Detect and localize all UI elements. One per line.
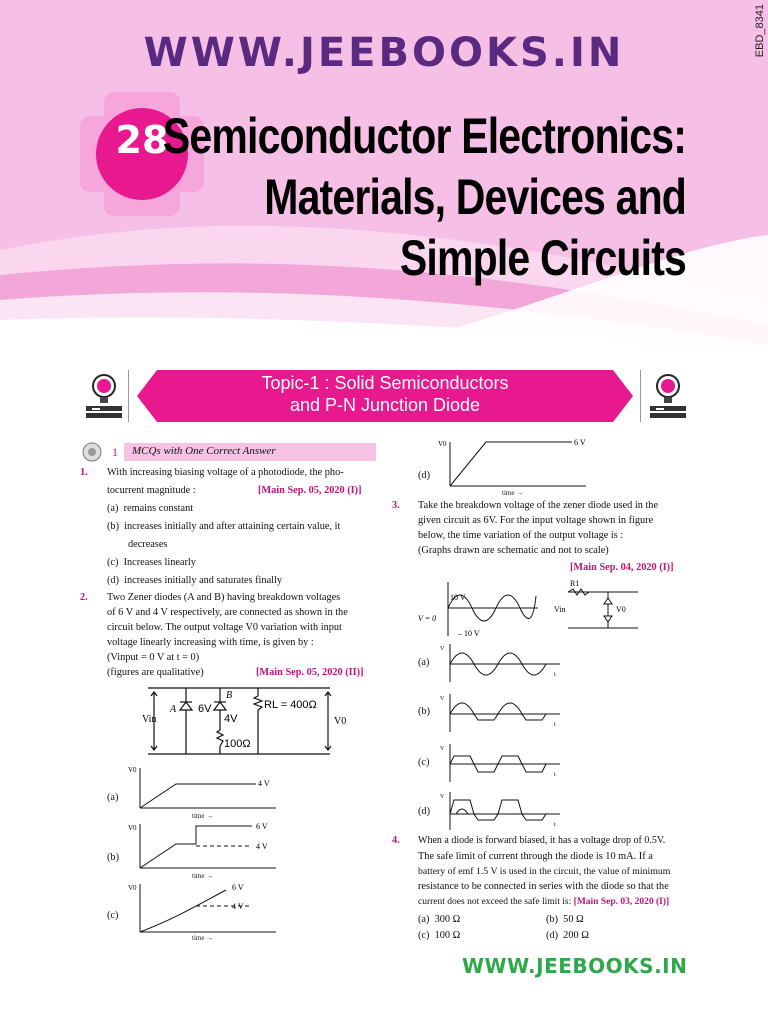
q4-text-last: current does not exceed the safe limit is: [Main Sep. 03, 2020 (I)] <box>418 897 670 907</box>
svg-text:– 10 V: – 10 V <box>458 629 480 638</box>
svg-text:Vin: Vin <box>554 605 566 614</box>
q2-option-c: (c) <box>107 910 119 921</box>
q2-number: 2. <box>80 592 88 603</box>
topic-title <box>135 372 635 416</box>
svg-text:V = 0: V = 0 <box>418 614 437 623</box>
q3-option-c: (c) <box>418 757 430 768</box>
topic-line-2: and P-N Junction Diode <box>289 395 481 415</box>
svg-text:t: t <box>554 772 556 778</box>
q3-option-b: (b) <box>418 706 431 717</box>
q3-graph-a <box>440 642 570 684</box>
svg-text:V0: V0 <box>438 440 447 448</box>
q3-text: given circuit as 6V. For the input voltage shown in figure <box>418 515 654 526</box>
q3-graph-d <box>440 790 570 832</box>
title-line-2: Materials, Devices and <box>264 169 686 225</box>
site-watermark-top: WWW.JEEBOOKS.IN <box>143 30 625 76</box>
q2-graph-c <box>126 880 286 936</box>
q2-note: (figures are qualitative) <box>107 667 204 678</box>
svg-text:4 V: 4 V <box>232 902 244 911</box>
mcq-section-number: 1 <box>112 445 118 459</box>
svg-text:4 V: 4 V <box>256 842 268 851</box>
circuit-rl: RL = 400Ω <box>264 699 317 711</box>
q2-option-b: (b) <box>107 852 120 863</box>
q2-graph-a <box>126 764 286 814</box>
svg-text:V: V <box>440 646 445 652</box>
circuit-b: B <box>226 690 233 701</box>
svg-text:t: t <box>554 722 556 728</box>
q2-text: circuit below. The output voltage V0 variation with input <box>107 622 342 633</box>
q3-text: Take the breakdown voltage of the zener diode used in the <box>418 500 659 511</box>
q1-text: tocurrent magnitude : <box>107 485 196 496</box>
svg-text:V: V <box>440 746 445 752</box>
q2-text: (Vinput = 0 V at t = 0) <box>107 652 200 663</box>
q1-option: (a) remains constant <box>107 503 194 514</box>
q2-option-a: (a) <box>107 792 119 803</box>
svg-text:R1: R1 <box>570 579 580 588</box>
svg-text:t: t <box>554 672 556 678</box>
q4-text: When a diode is forward biased, it has a voltage drop of 0.5V. <box>418 835 666 846</box>
q2-option-d: (d) <box>418 470 431 481</box>
title-line-1: Semiconductor Electronics: <box>162 108 686 164</box>
q3-text: below, the time variation of the output voltage is : <box>418 530 624 541</box>
q3-input-circuit <box>418 578 658 640</box>
circuit-v0: V0 <box>334 716 347 727</box>
q1-number: 1. <box>80 467 88 478</box>
q2-time-d: time → <box>502 489 524 497</box>
q2-time-b: time → <box>192 872 214 880</box>
divider <box>128 370 129 422</box>
title-line-3: Simple Circuits <box>399 230 686 286</box>
q4-option: (a) 300 Ω <box>418 914 461 925</box>
mcq-section-label: MCQs with One Correct Answer <box>132 445 276 457</box>
circuit-r: 100Ω <box>224 738 251 750</box>
svg-text:6 V: 6 V <box>574 438 586 447</box>
q1-option: (b) increases initially and after attaining certain value, it <box>107 521 341 532</box>
divider <box>640 370 641 422</box>
q2-time-c: time → <box>192 934 214 942</box>
svg-text:V: V <box>440 794 445 800</box>
q4-text: battery of emf 1.5 V is used in the circuit, the value of minimum <box>418 866 671 877</box>
q4-option: (b) 50 Ω <box>546 914 584 925</box>
circuit-4v: 4V <box>224 713 238 725</box>
svg-text:V0: V0 <box>128 766 137 774</box>
chapter-title <box>163 106 686 289</box>
q4-text: The safe limit of current through the diode is 10 mA. If a <box>418 851 653 862</box>
circuit-a: A <box>170 704 177 715</box>
svg-text:10 V: 10 V <box>450 593 466 602</box>
svg-text:6 V: 6 V <box>256 822 268 831</box>
q4-number: 4. <box>392 835 400 846</box>
mcq-icon <box>80 441 110 463</box>
q3-graph-b <box>440 692 570 734</box>
q3-text: (Graphs drawn are schematic and not to scale) <box>418 545 609 556</box>
circuit-6v: 6V <box>198 703 212 715</box>
q2-circuit-diagram <box>140 682 350 762</box>
topic-line-1: Topic-1 : Solid Semiconductors <box>261 373 509 393</box>
bulb-book-icon <box>648 372 688 422</box>
svg-text:V0: V0 <box>128 824 137 832</box>
svg-text:6 V: 6 V <box>232 883 244 892</box>
q3-option-d: (d) <box>418 806 431 817</box>
svg-text:V: V <box>440 696 445 702</box>
chapter-number: 28 <box>115 118 169 162</box>
site-watermark-footer: WWW.JEEBOOKS.IN <box>462 954 688 978</box>
q2-graph-d <box>436 436 596 492</box>
q2-time-a: time → <box>192 812 214 820</box>
q1-ref: [Main Sep. 05, 2020 (I)] <box>258 485 362 496</box>
svg-text:V0: V0 <box>616 605 626 614</box>
q1-text: With increasing biasing voltage of a photodiode, the pho- <box>107 467 344 478</box>
q4-option: (d) 200 Ω <box>546 930 589 941</box>
bulb-book-icon <box>84 372 124 422</box>
q4-text: resistance to be connected in series with the diode so that the <box>418 881 669 892</box>
svg-text:t: t <box>554 822 556 828</box>
svg-text:4 V: 4 V <box>258 779 270 788</box>
q4-option: (c) 100 Ω <box>418 930 461 941</box>
q1-option-cont: decreases <box>128 539 168 550</box>
svg-text:V0: V0 <box>128 884 137 892</box>
q2-graph-b <box>126 820 286 872</box>
q2-text: voltage linearly increasing with time, is given by : <box>107 637 314 648</box>
q3-graph-c <box>440 742 570 784</box>
q3-ref: [Main Sep. 04, 2020 (I)] <box>570 562 674 573</box>
q3-option-a: (a) <box>418 657 430 668</box>
q1-option: (d) increases initially and saturates finally <box>107 575 283 586</box>
q2-text: Two Zener diodes (A and B) having breakdown voltages <box>107 592 341 603</box>
book-code: EBD_8341 <box>754 4 766 58</box>
circuit-vin: Vin <box>142 714 157 725</box>
q2-ref: [Main Sep. 05, 2020 (II)] <box>256 667 364 678</box>
q2-text: of 6 V and 4 V respectively, are connected as shown in the <box>107 607 348 618</box>
q3-number: 3. <box>392 500 400 511</box>
q1-option: (c) Increases linearly <box>107 557 196 568</box>
